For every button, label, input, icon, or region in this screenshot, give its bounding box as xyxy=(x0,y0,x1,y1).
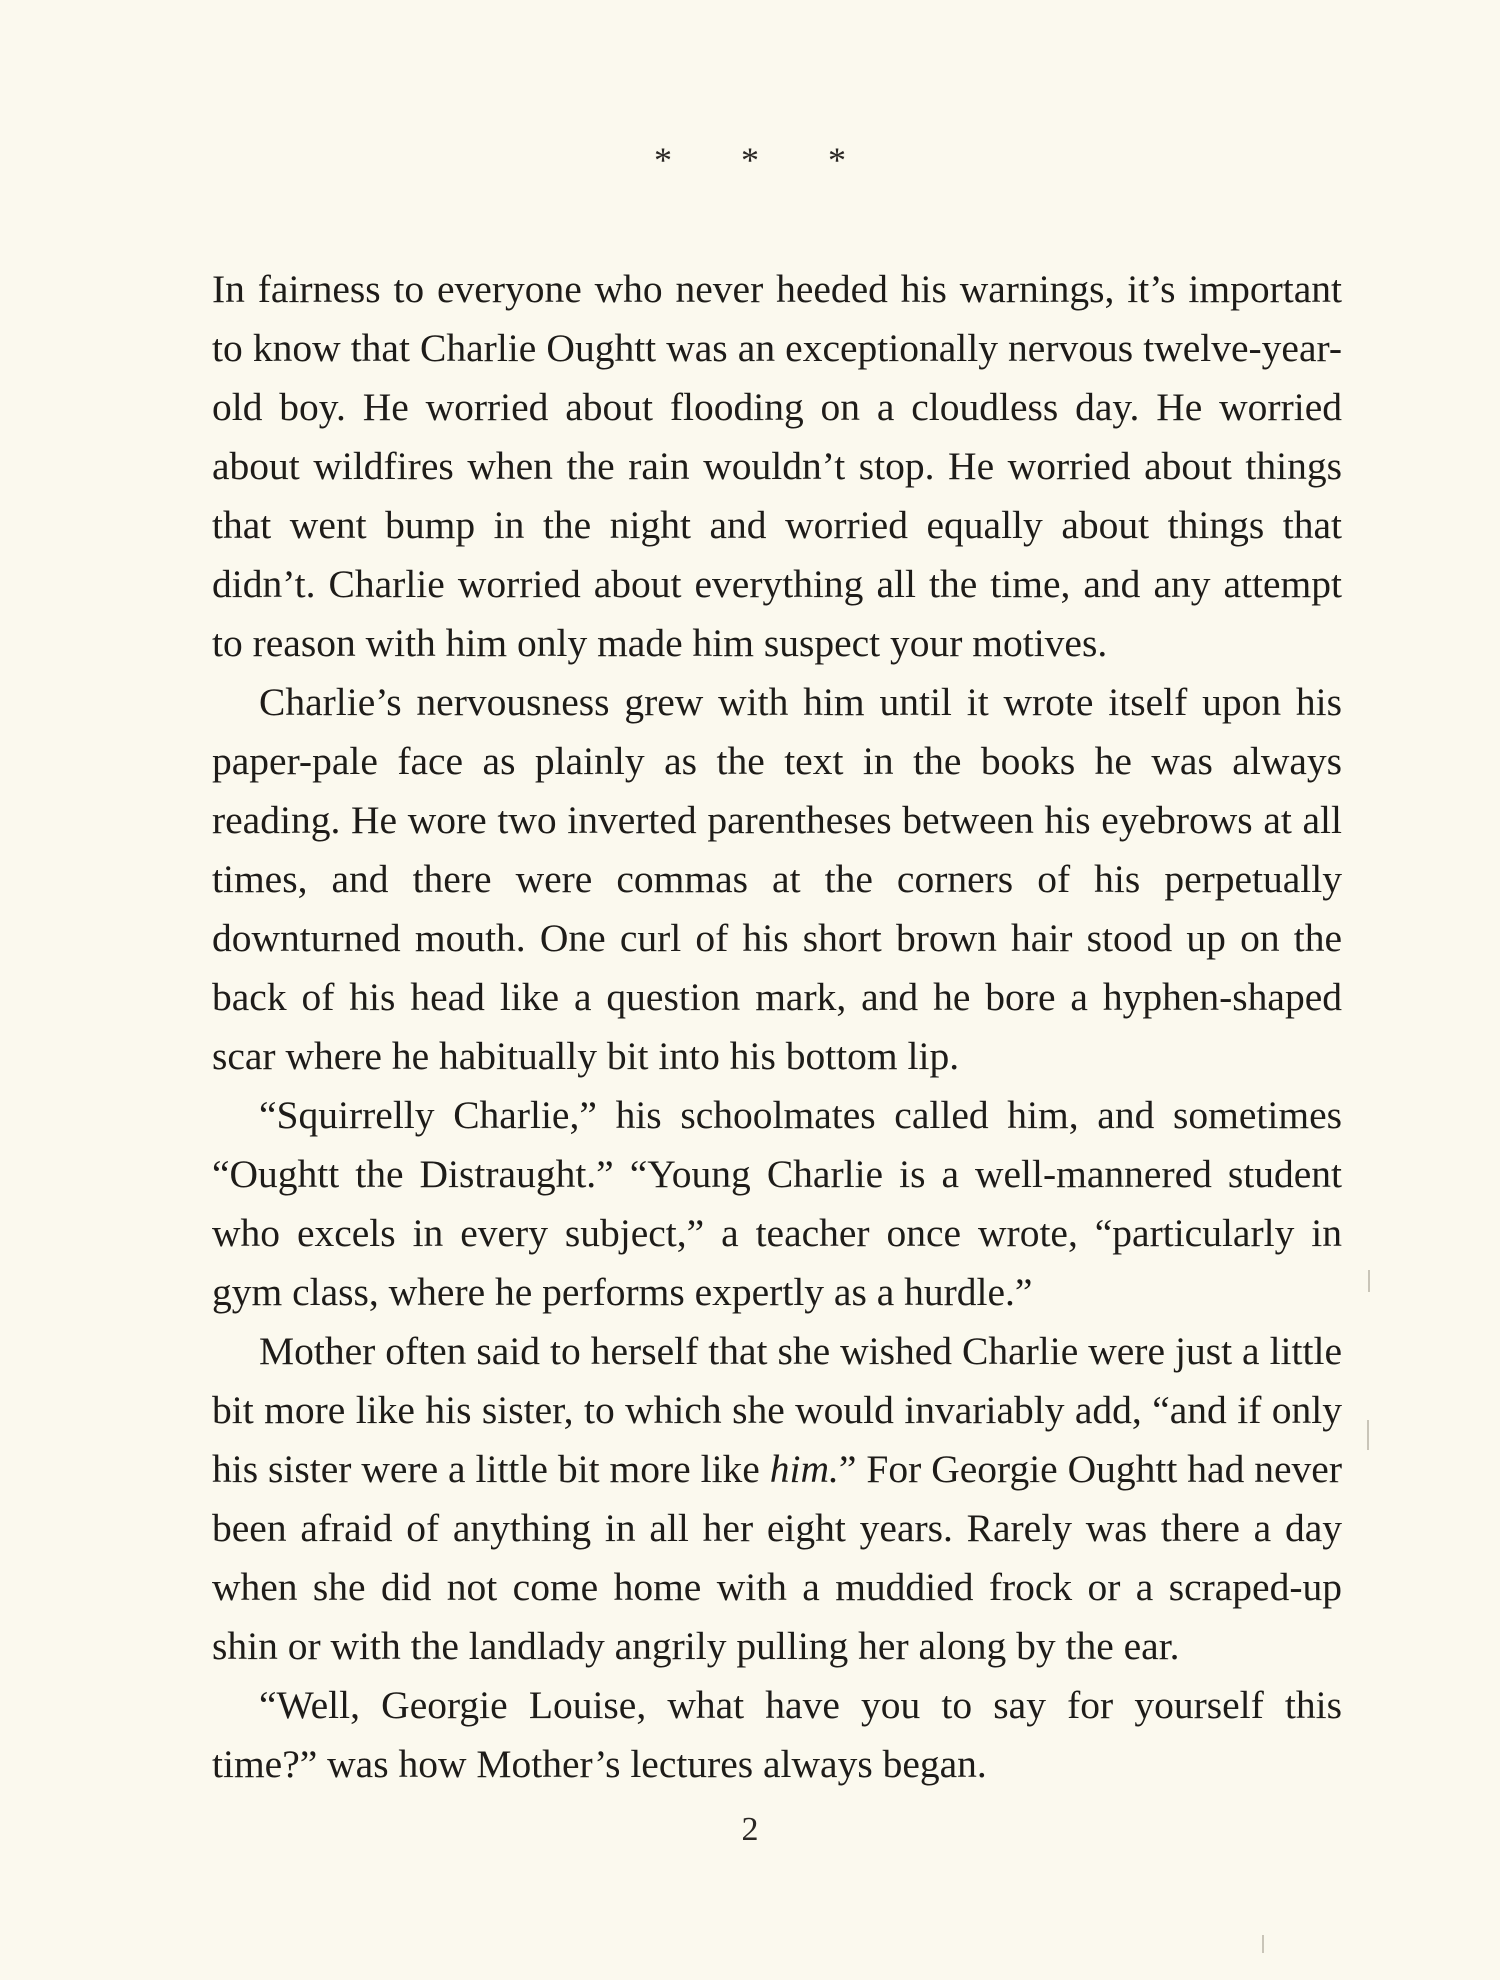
scan-artifact xyxy=(1367,1420,1369,1450)
paragraph-4 xyxy=(212,1322,1342,1676)
scan-artifact xyxy=(1262,1935,1264,1953)
paragraph-2: Charlie’s nervousness grew with him until it wrote itself upon his paper-pale face as plainly as the text in the books he was always reading. He wore two inverted parentheses between his eyebrows at all times, and there were commas at the corners of his perpetually downturned mouth. One curl of his short brown hair stood up on the back of his head like a question mark, and he bore a hyphen-shaped scar where he habitually bit into his bottom lip. xyxy=(212,680,1342,1078)
body-text xyxy=(212,260,1342,1794)
section-break: * * * xyxy=(654,140,876,180)
page-number: 2 xyxy=(741,1811,759,1848)
paragraph-1: In fairness to everyone who never heeded his warnings, it’s important to know that Charlie Oughtt was an exceptionally nervous twelve-year-old boy. He worried about flooding on a cloudless day. He worried about wildfires when the rain wouldn’t stop. He worried about things that went bump in the night and worried equally about things that didn’t. Charlie worried about everything all the time, and any attempt to reason with him only made him suspect your motives. xyxy=(212,267,1342,665)
paragraph-5: “Well, Georgie Louise, what have you to say for yourself this time?” was how Mother’s lectures always began. xyxy=(212,1683,1342,1786)
paragraph-4-text-after: ” For Georgie Oughtt had never been afraid of anything in all her eight years. Rarely was there a day when she did not come home with a muddied frock or a scraped-up shin or with the landlady angrily pulling her along by the ear. xyxy=(212,1447,1342,1668)
paragraph-4-text-before: Mother often said to herself that she wished Charlie were just a little bit more like his sister, to which she would invariably add, “and if only his sister were a little bit more like xyxy=(212,1329,1342,1491)
paragraph-3: “Squirrelly Charlie,” his schoolmates called him, and sometimes “Oughtt the Distraught.” “Young Charlie is a well-mannered student who excels in every subject,” a teacher once wrote, “particularly in gym class, where he performs expertly as a hurdle.” xyxy=(212,1093,1342,1314)
scan-artifact xyxy=(1368,1270,1370,1292)
paragraph-4-emphasis: him. xyxy=(769,1447,839,1491)
